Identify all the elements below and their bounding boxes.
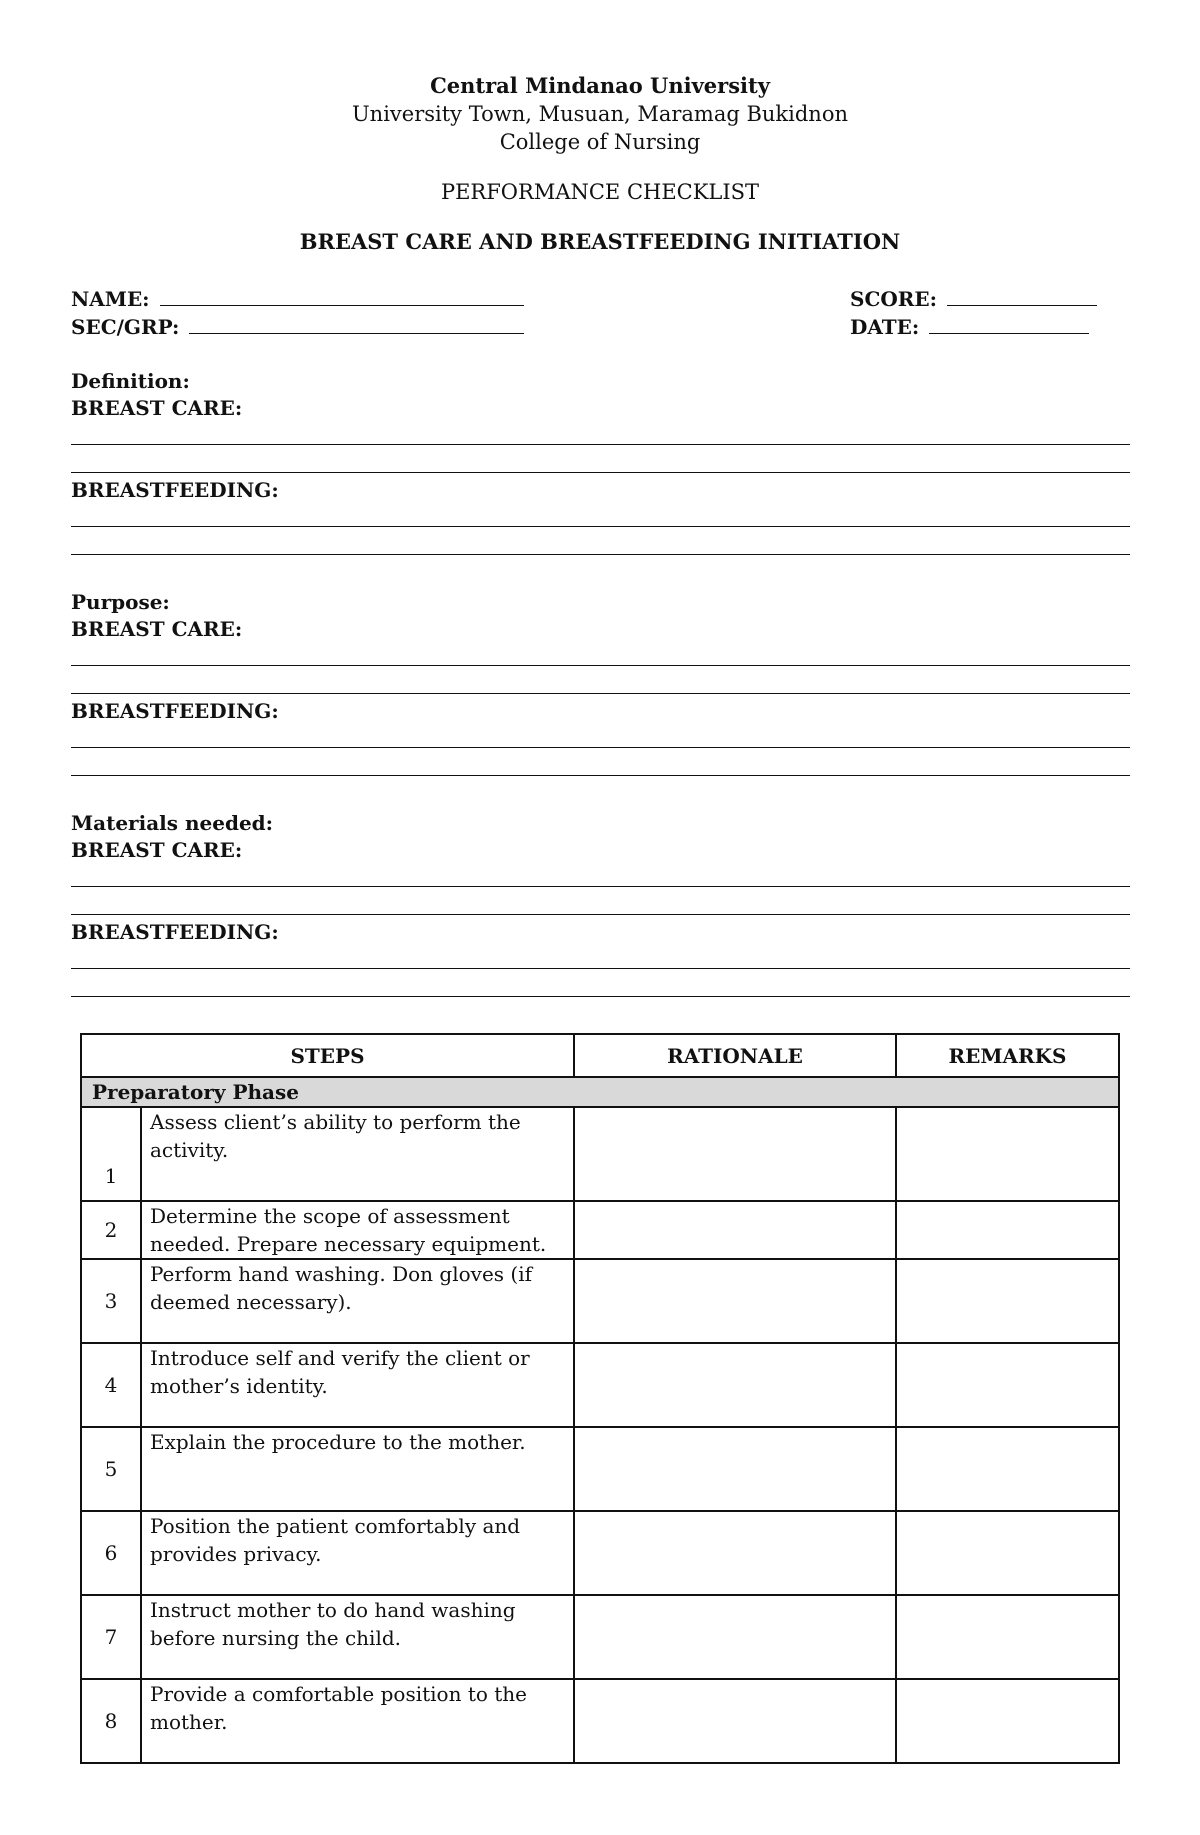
definition-breastfeeding-line-1[interactable] xyxy=(71,526,1130,527)
rationale-cell[interactable] xyxy=(574,1679,896,1763)
step-number: 4 xyxy=(81,1343,141,1427)
definition-breast-care-label: BREAST CARE: xyxy=(71,396,243,420)
purpose-breastfeeding-line-2[interactable] xyxy=(71,775,1130,776)
rationale-cell[interactable] xyxy=(574,1201,896,1259)
remarks-cell[interactable] xyxy=(896,1343,1119,1427)
purpose-heading: Purpose: xyxy=(71,590,170,614)
university-name: Central Mindanao University xyxy=(430,73,770,98)
score-field[interactable] xyxy=(850,285,1097,313)
definition-breastfeeding-label: BREASTFEEDING: xyxy=(71,478,279,502)
step-number: 6 xyxy=(81,1511,141,1595)
definition-breast-care-line-1[interactable] xyxy=(71,444,1130,445)
steps-table xyxy=(80,1033,1120,1764)
rationale-column-header: RATIONALE xyxy=(574,1034,896,1077)
date-label: DATE: xyxy=(850,315,920,339)
remarks-column-header: REMARKS xyxy=(896,1034,1119,1077)
materials-heading: Materials needed: xyxy=(71,811,274,835)
definition-breastfeeding-line-2[interactable] xyxy=(71,554,1130,555)
table-row xyxy=(81,1107,1119,1201)
step-number: 5 xyxy=(81,1427,141,1511)
step-text: Position the patient comfortably and provides privacy. xyxy=(141,1511,574,1595)
rationale-cell[interactable] xyxy=(574,1427,896,1511)
table-row xyxy=(81,1595,1119,1679)
name-field[interactable] xyxy=(71,285,524,313)
date-field[interactable] xyxy=(850,313,1089,341)
materials-breast-care-label: BREAST CARE: xyxy=(71,838,243,862)
rationale-cell[interactable] xyxy=(574,1343,896,1427)
materials-breastfeeding-line-1[interactable] xyxy=(71,968,1130,969)
date-blank[interactable] xyxy=(929,313,1089,334)
purpose-breast-care-label: BREAST CARE: xyxy=(71,617,243,641)
purpose-breastfeeding-label: BREASTFEEDING: xyxy=(71,699,279,723)
rationale-cell[interactable] xyxy=(574,1511,896,1595)
definition-heading: Definition: xyxy=(71,369,190,393)
remarks-cell[interactable] xyxy=(896,1107,1119,1201)
remarks-cell[interactable] xyxy=(896,1679,1119,1763)
materials-breast-care-line-1[interactable] xyxy=(71,886,1130,887)
step-text: Perform hand washing. Don gloves (if deemed necessary). xyxy=(141,1259,574,1343)
step-text: Assess client’s ability to perform the activity. xyxy=(141,1107,574,1201)
document-type: PERFORMANCE CHECKLIST xyxy=(440,180,760,204)
rationale-cell[interactable] xyxy=(574,1595,896,1679)
purpose-breast-care-line-2[interactable] xyxy=(71,693,1130,694)
materials-breast-care-line-2[interactable] xyxy=(71,914,1130,915)
step-text: Determine the scope of assessment needed. Prepare necessary equipment. xyxy=(141,1201,574,1259)
document-header xyxy=(0,72,1200,256)
remarks-cell[interactable] xyxy=(896,1259,1119,1343)
preparatory-phase-label: Preparatory Phase xyxy=(81,1077,1119,1107)
score-label: SCORE: xyxy=(850,287,938,311)
purpose-breastfeeding-line-1[interactable] xyxy=(71,747,1130,748)
sec-grp-label: SEC/GRP: xyxy=(71,315,180,339)
table-row xyxy=(81,1511,1119,1595)
purpose-breast-care-line-1[interactable] xyxy=(71,665,1130,666)
step-number: 2 xyxy=(81,1201,141,1259)
name-label: NAME: xyxy=(71,287,150,311)
score-blank[interactable] xyxy=(947,285,1097,306)
step-text: Introduce self and verify the client or mother’s identity. xyxy=(141,1343,574,1427)
table-row xyxy=(81,1201,1119,1259)
table-row xyxy=(81,1259,1119,1343)
name-blank[interactable] xyxy=(160,285,524,306)
materials-breastfeeding-line-2[interactable] xyxy=(71,996,1130,997)
sec-grp-blank[interactable] xyxy=(189,313,524,334)
remarks-cell[interactable] xyxy=(896,1201,1119,1259)
step-text: Explain the procedure to the mother. xyxy=(141,1427,574,1511)
table-row xyxy=(81,1679,1119,1763)
remarks-cell[interactable] xyxy=(896,1427,1119,1511)
step-number: 7 xyxy=(81,1595,141,1679)
rationale-cell[interactable] xyxy=(574,1107,896,1201)
step-number: 8 xyxy=(81,1679,141,1763)
steps-column-header: STEPS xyxy=(81,1034,574,1077)
step-number: 1 xyxy=(81,1107,141,1201)
step-text: Provide a comfortable position to the mother. xyxy=(141,1679,574,1763)
step-number: 3 xyxy=(81,1259,141,1343)
phase-row xyxy=(81,1077,1119,1107)
procedure-title: BREAST CARE AND BREASTFEEDING INITIATION xyxy=(299,229,901,254)
table-row xyxy=(81,1427,1119,1511)
rationale-cell[interactable] xyxy=(574,1259,896,1343)
table-header-row xyxy=(81,1034,1119,1077)
remarks-cell[interactable] xyxy=(896,1511,1119,1595)
table-row xyxy=(81,1343,1119,1427)
materials-breastfeeding-label: BREASTFEEDING: xyxy=(71,920,279,944)
definition-breast-care-line-2[interactable] xyxy=(71,472,1130,473)
step-text: Instruct mother to do hand washing before nursing the child. xyxy=(141,1595,574,1679)
remarks-cell[interactable] xyxy=(896,1595,1119,1679)
college-name: College of Nursing xyxy=(499,130,701,154)
university-address: University Town, Musuan, Maramag Bukidnon xyxy=(351,102,848,126)
sec-grp-field[interactable] xyxy=(71,313,524,341)
